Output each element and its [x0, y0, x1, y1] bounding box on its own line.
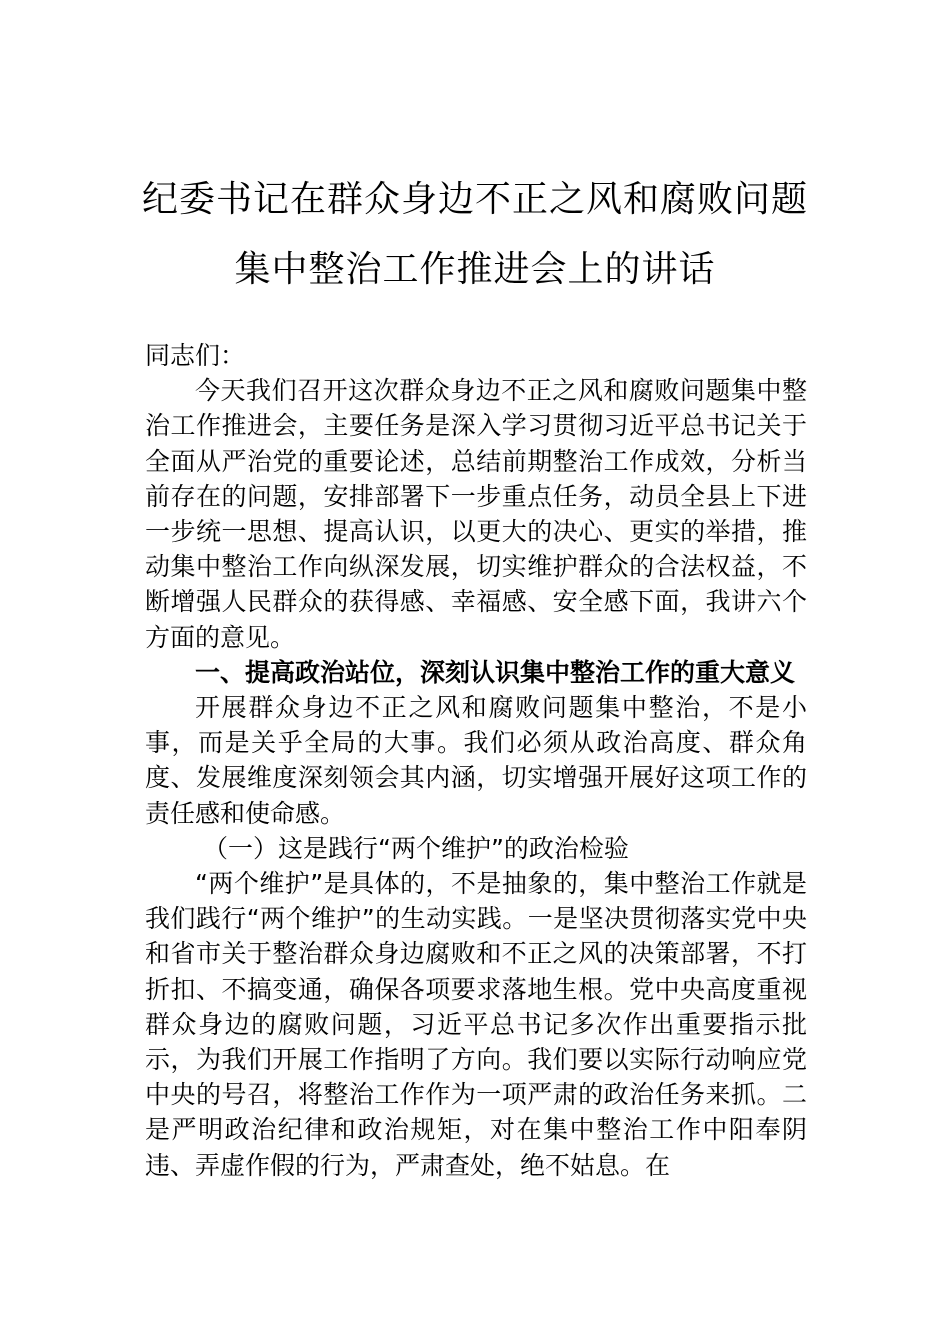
opening-paragraph: 今天我们召开这次群众身边不正之风和腐败问题集中整治工作推进会，主要任务是深入学习贯彻习近平总书记关于全面从严治党的重要论述，总结前期整治工作成效，分析当前存在的问题，安排部署下一步重点任务，动员全县上下进一步统一思想、提高认识，以更大的决心、更实的举措，推动集中整治工作向纵深发展，切实维护群众的合法权益，不断增强人民群众的获得感、幸福感、安全感下面，我讲六个方面的意见。: [145, 376, 807, 652]
section-1-paragraph: 开展群众身边不正之风和腐败问题集中整治，不是小事，而是关乎全局的大事。我们必须从政治高度、群众角度、发展维度深刻领会其内涵，切实增强开展好这项工作的责任感和使命感。: [145, 693, 807, 828]
salutation: 同志们：: [145, 341, 246, 370]
section-heading-1: 一、提高政治站位，深刻认识集中整治工作的重大意义: [195, 657, 796, 687]
document-title-line-2: 集中整治工作推进会上的讲话: [234, 249, 716, 290]
subsection-heading-1: （一）这是践行“两个维护”的政治检验: [203, 833, 629, 863]
document-body: [145, 338, 807, 1183]
subsection-1-paragraph: “两个维护”是具体的，不是抽象的，集中整治工作就是我们践行“两个维护”的生动实践。一是坚决贯彻落实党中央和省市关于整治群众身边腐败和不正之风的决策部署，不打折扣、不搞变通，确保各项要求落地生根。党中央高度重视群众身边的腐败问题，习近平总书记多次作出重要指示批示，为我们开展工作指明了方向。我们要以实际行动响应党中央的号召，将整治工作作为一项严肃的政治任务来抓。二是严明政治纪律和政治规矩，对在集中整治工作中阳奉阴违、弄虚作假的行为，严肃查处，绝不姑息。在: [145, 869, 807, 1180]
document-title-line-1: 纪委书记在群众身边不正之风和腐败问题: [141, 179, 808, 220]
